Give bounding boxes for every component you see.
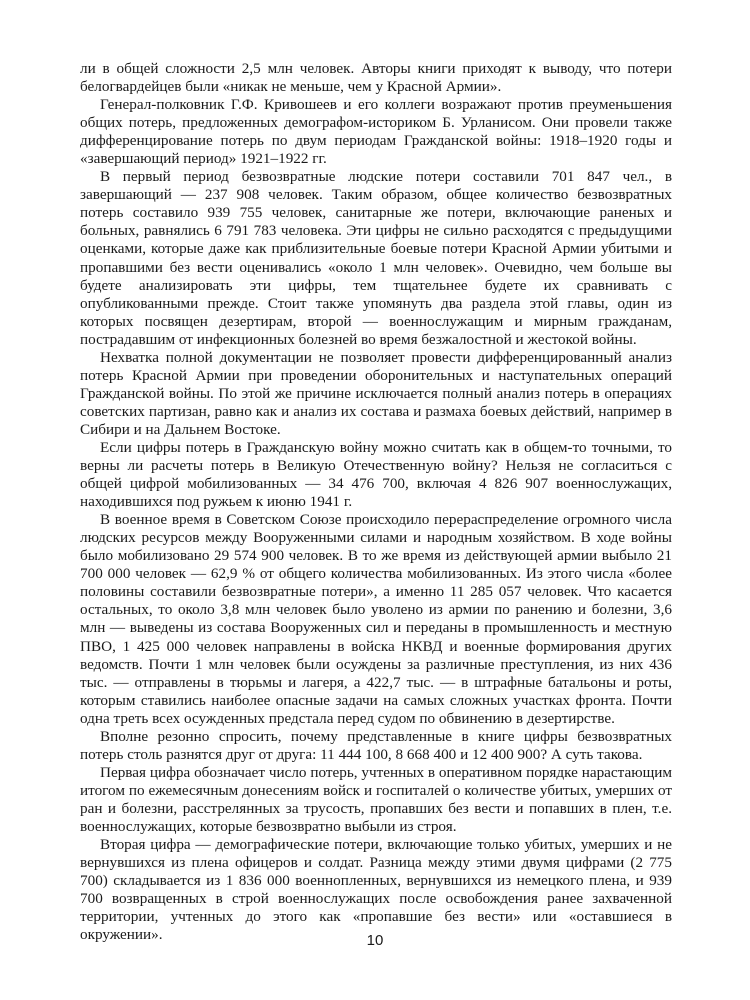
paragraph-2: Генерал-полковник Г.Ф. Кривошеев и его коллеги возражают против преуменьшения общих потерь, предложенных демографом-историком Б. Урланисом. Они провели также дифференцирование потерь по двум периодам Гражданской войны: 1918–1920 годы и «завершающий период» 1921–1922 гг. [80,96,672,168]
page-number: 10 [366,932,384,949]
paragraph-9: Вторая цифра — демографические потери, включающие только убитых, умерших и не вернувшихся из плена офицеров и солдат. Разница между этими двумя цифрами (2 775 700) складывается из 1 836 000 военнопленных, вернувшихся из немецкого плена, и 939 700 возвращенных в строй военнослужащих после освобождения ранее захваченной территории, учтенных до этого как «пропавшие без вести» или «оставшиеся в окружении». [80,836,672,944]
paragraph-6: В военное время в Советском Союзе происходило перераспределение огромного числа людских ресурсов между Вооруженными силами и народным хозяйством. В ходе войны было мобилизовано 29 574 900 человек. В то же время из действующей армии выбыло 21 700 000 человек — 62,9 % от общего количества мобилизованных. Из этого числа «более половины составили безвозвратные потери», а именно 11 285 057 человек. Что касается остальных, то около 3,8 млн человек было уволено из армии по ранению и болезни, 3,6 млн — выведены из состава Вооруженных сил и переданы в промышленность и местную ПВО, 1 425 000 человек направлены в войска НКВД и военные формирования других ведомств. Почти 1 млн человек были осуждены за различные преступления, из них 436 тыс. — отправлены в тюрьмы и лагеря, а 422,7 тыс. — в штрафные батальоны и роты, которым ставились наиболее опасные задачи на самых сложных участках фронта. Почти одна треть всех осужденных предстала перед судом по обвинению в дезертирстве. [80,511,672,727]
paragraph-4: Нехватка полной документации не позволяет провести дифференцированный анализ потерь Красной Армии при проведении оборонительных и наступательных операций Гражданской войны. По этой же причине исключается полный анализ потерь в операциях советских партизан, равно как и анализ их состава и размаха боевых действий, например в Сибири и на Дальнем Востоке. [80,348,672,438]
body-text [80,60,672,944]
paragraph-7: Вполне резонно спросить, почему представленные в книге цифры безвозвратных потерь столь разнятся друг от друга: 11 444 100, 8 668 400 и 12 400 900? А суть такова. [80,727,672,763]
paragraph-8: Первая цифра обозначает число потерь, учтенных в оперативном порядке нарастающим итогом по ежемесячным донесениям войск и госпиталей о количестве убитых, умерших от ран и болезни, расстрелянных за трусость, пропавших без вести и попавших в плен, т.е. военнослужащих, которые безвозвратно выбыли из строя. [80,763,672,835]
paragraph-3: В первый период безвозвратные людские потери составили 701 847 чел., в завершающий — 237 908 человек. Таким образом, общее количество безвозвратных потерь составило 939 755 человек, санитарные же потери, включающие раненых и больных, равнялись 6 791 783 человека. Эти цифры не сильно расходятся с предыдущими оценками, которые даже как приблизительные боевые потери Красной Армии убитыми и пропавшими без вести оценивались «около 1 млн человек». Очевидно, чем больше вы будете анализировать эти цифры, тем тщательнее будете их сравнивать с опубликованными прежде. Стоит также упомянуть два раздела этой главы, один из которых посвящен дезертирам, второй — военнослужащим и мирным гражданам, пострадавшим от инфекционных болезней во время безжалостной и жестокой войны. [80,168,672,348]
paragraph-5: Если цифры потерь в Гражданскую войну можно считать как в общем-то точными, то верны ли расчеты потерь в Великую Отечественную войну? Нельзя не согласиться с общей цифрой мобилизованных — 34 476 700, включая 4 826 907 военнослужащих, находившихся под ружьем к июню 1941 г. [80,438,672,511]
paragraph-1: ли в общей сложности 2,5 млн человек. Авторы книги приходят к выводу, что потери белогвардейцев были «никак не меньше, чем у Красной Армии». [80,60,672,96]
